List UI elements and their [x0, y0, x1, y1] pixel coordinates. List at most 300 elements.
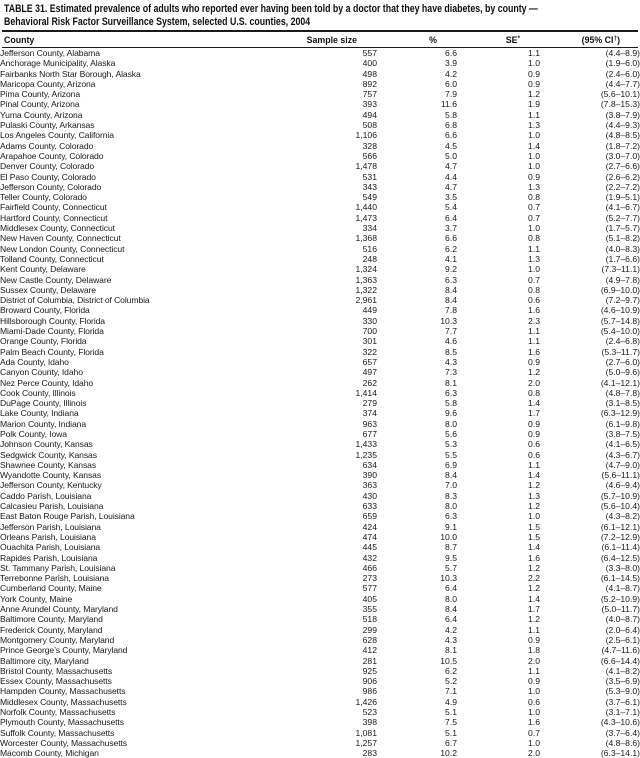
- table-row: [0, 233, 640, 243]
- cell-ci: (1.7–6.6): [605, 253, 640, 264]
- cell-pct: 4.7: [445, 161, 457, 172]
- cell-pct: 7.9: [445, 89, 457, 100]
- cell-ci: (7.2–9.7): [605, 295, 640, 306]
- cell-ci: (6.3–12.9): [600, 408, 640, 419]
- cell-county: Frederick County, Maryland: [0, 624, 103, 635]
- cell-county: Pulaski County, Arkansas: [0, 120, 95, 131]
- cell-ci: (6.1–12.1): [600, 521, 640, 532]
- cell-ci: (2.5–6.1): [605, 634, 640, 645]
- cell-se: 0.8: [528, 233, 540, 244]
- cell-ci: (6.1–14.5): [600, 573, 640, 584]
- cell-county: Sussex County, Delaware: [0, 284, 96, 295]
- cell-se: 0.8: [528, 387, 540, 398]
- cell-se: 1.4: [528, 398, 540, 409]
- table-row: [0, 316, 640, 326]
- cell-pct: 5.5: [445, 449, 457, 460]
- cell-pct: 5.8: [445, 398, 457, 409]
- cell-ci: (6.1–11.4): [601, 542, 640, 553]
- cell-sample: 557: [362, 48, 377, 58]
- cell-se: 1.1: [528, 243, 540, 254]
- ci-dagger-footnote-mark: †: [613, 34, 618, 42]
- cell-county: El Paso County, Colorado: [0, 171, 96, 182]
- cell-county: Hartford County, Connecticut: [0, 212, 108, 223]
- cell-ci: (4.4–7.7): [605, 78, 640, 89]
- cell-pct: 8.5: [445, 346, 457, 357]
- cell-sample: 248: [362, 253, 377, 264]
- cell-sample: 1,440: [355, 202, 377, 213]
- cell-pct: 9.6: [445, 408, 457, 419]
- cell-ci: (5.2–10.9): [600, 593, 640, 604]
- cell-pct: 10.5: [440, 655, 457, 666]
- cell-se: 1.2: [528, 480, 540, 491]
- cell-se: 1.7: [528, 604, 540, 615]
- cell-pct: 6.2: [445, 665, 457, 676]
- cell-pct: 4.7: [445, 181, 457, 192]
- cell-pct: 4.2: [445, 68, 457, 79]
- cell-county: Polk County, Iowa: [0, 428, 67, 439]
- cell-ci: (4.6–10.9): [600, 305, 640, 316]
- cell-county: Cumberland County, Maine: [0, 583, 102, 594]
- cell-ci: (3.0–7.0): [605, 150, 640, 161]
- table-row: [0, 367, 640, 377]
- table-row: [0, 326, 640, 336]
- cell-county: Middlesex County, Massachusetts: [0, 696, 127, 707]
- cell-county: Baltimore County, Maryland: [0, 614, 103, 625]
- cell-sample: 657: [362, 356, 377, 367]
- cell-county: Fairfield County, Connecticut: [0, 202, 107, 213]
- cell-se: 1.3: [528, 253, 540, 264]
- cell-ci: (4.1–6.7): [605, 202, 640, 213]
- cell-ci: (4.3–6.7): [605, 449, 640, 460]
- cell-ci: (1.8–7.2): [605, 140, 640, 151]
- cell-se: 1.1: [528, 665, 540, 676]
- table-row: [0, 151, 640, 161]
- cell-pct: 8.1: [445, 377, 457, 388]
- cell-pct: 8.7: [445, 542, 457, 553]
- cell-se: 0.6: [528, 439, 540, 450]
- cell-se: 1.4: [528, 542, 540, 553]
- cell-pct: 6.6: [445, 130, 457, 141]
- cell-county: Canyon County, Idaho: [0, 367, 83, 378]
- cell-county: Jefferson County, Kentucky: [0, 480, 102, 491]
- cell-pct: 4.4: [445, 171, 457, 182]
- table-row: [0, 182, 640, 192]
- cell-county: Norfolk County, Massachusetts: [0, 707, 116, 717]
- cell-county: St. Tammany Parish, Louisiana: [0, 562, 116, 573]
- cell-county: Suffolk County, Massachusetts: [0, 727, 115, 738]
- cell-sample: 322: [362, 346, 377, 357]
- table-row: [0, 439, 640, 449]
- cell-county: Rapides Parish, Louisiana: [0, 552, 98, 563]
- table-row: [0, 501, 640, 511]
- cell-sample: 432: [362, 552, 377, 563]
- table-row: [0, 378, 640, 388]
- cell-se: 2.0: [528, 655, 540, 666]
- cell-sample: 393: [362, 99, 377, 110]
- cell-se: 1.1: [528, 326, 540, 337]
- table-row: [0, 625, 640, 635]
- table-body: [0, 48, 640, 758]
- table-row: [0, 666, 640, 676]
- cell-pct: 10.3: [440, 315, 457, 326]
- cell-ci: (3.8–7.5): [605, 428, 640, 439]
- cell-pct: 8.4: [445, 284, 457, 295]
- table-row: [0, 511, 640, 521]
- cell-se: 1.1: [528, 459, 540, 470]
- cell-pct: 7.1: [445, 686, 457, 697]
- column-header-percent: %: [429, 34, 437, 45]
- table-row: [0, 707, 640, 717]
- cell-se: 0.6: [528, 449, 540, 460]
- cell-ci: (6.9–10.0): [600, 284, 640, 295]
- cell-se: 1.6: [528, 305, 540, 316]
- cell-se: 1.3: [528, 181, 540, 192]
- cell-ci: (2.0–6.4): [605, 624, 640, 635]
- cell-se: 0.9: [528, 68, 540, 79]
- cell-ci: (4.1–6.5): [605, 439, 640, 450]
- cell-pct: 11.6: [440, 99, 457, 110]
- cell-county: Denver County, Colorado: [0, 161, 95, 172]
- cell-sample: 906: [362, 676, 377, 687]
- cell-sample: 494: [362, 109, 377, 120]
- cell-ci: (5.1–8.2): [605, 233, 640, 244]
- cell-se: 1.9: [528, 99, 540, 110]
- cell-ci: (2.7–6.0): [605, 356, 640, 367]
- cell-county: Bristol County, Massachusetts: [0, 665, 113, 676]
- cell-sample: 283: [362, 748, 377, 758]
- cell-ci: (4.1–8.7): [605, 583, 640, 594]
- cell-sample: 566: [362, 150, 377, 161]
- table-row: [0, 460, 640, 470]
- table-row: [0, 728, 640, 738]
- cell-se: 1.8: [528, 645, 540, 656]
- cell-ci: (6.4–12.5): [600, 552, 640, 563]
- cell-pct: 7.8: [445, 305, 457, 316]
- table-row: [0, 686, 640, 696]
- se-asterisk-footnote-mark: *: [517, 34, 520, 42]
- cell-ci: (2.6–6.2): [605, 171, 640, 182]
- cell-se: 1.0: [528, 150, 540, 161]
- cell-county: Palm Beach County, Florida: [0, 346, 104, 357]
- column-header-ci: (95% CI†): [581, 34, 620, 45]
- cell-se: 1.2: [528, 89, 540, 100]
- cell-sample: 449: [362, 305, 377, 316]
- cell-se: 1.4: [528, 470, 540, 481]
- cell-se: 1.2: [528, 501, 540, 512]
- cell-ci: (7.2–12.9): [600, 531, 640, 542]
- cell-sample: 1,414: [355, 387, 377, 398]
- table-row: [0, 357, 640, 367]
- cell-pct: 6.8: [445, 120, 457, 131]
- table-row: [0, 295, 640, 305]
- table-row: [0, 79, 640, 89]
- cell-se: 0.9: [528, 676, 540, 687]
- cell-se: 2.3: [528, 315, 540, 326]
- cell-sample: 279: [362, 398, 377, 409]
- cell-county: Middlesex County, Connecticut: [0, 223, 115, 234]
- cell-sample: 1,322: [355, 284, 377, 295]
- cell-sample: 430: [362, 490, 377, 501]
- cell-county: East Baton Rouge Parish, Louisiana: [0, 511, 135, 522]
- table-row: [0, 429, 640, 439]
- cell-ci: (5.3–9.0): [605, 686, 640, 697]
- cell-se: 0.9: [528, 78, 540, 89]
- cell-pct: 5.7: [445, 562, 457, 573]
- cell-pct: 6.4: [445, 212, 457, 223]
- cell-ci: (4.1–12.1): [600, 377, 640, 388]
- cell-sample: 343: [362, 181, 377, 192]
- table-row: [0, 89, 640, 99]
- cell-ci: (3.3–8.0): [605, 562, 640, 573]
- cell-pct: 3.5: [445, 192, 457, 203]
- table-header-row: [0, 32, 640, 47]
- cell-pct: 6.0: [445, 78, 457, 89]
- table-row: [0, 614, 640, 624]
- cell-se: 0.9: [528, 171, 540, 182]
- cell-pct: 5.1: [445, 707, 457, 717]
- cell-county: Orange County, Florida: [0, 336, 87, 347]
- cell-county: New Haven County, Connecticut: [0, 233, 121, 244]
- cell-pct: 4.3: [445, 356, 457, 367]
- cell-sample: 355: [362, 604, 377, 615]
- cell-pct: 4.2: [445, 624, 457, 635]
- table-row: [0, 635, 640, 645]
- cell-ci: (5.6–10.4): [600, 501, 640, 512]
- cell-sample: 508: [362, 120, 377, 131]
- cell-pct: 4.1: [445, 253, 457, 264]
- cell-pct: 6.3: [445, 511, 457, 522]
- table-row: [0, 172, 640, 182]
- table-row: [0, 202, 640, 212]
- cell-sample: 328: [362, 140, 377, 151]
- cell-pct: 7.7: [445, 326, 457, 337]
- cell-ci: (3.1–7.1): [605, 707, 640, 717]
- cell-sample: 466: [362, 562, 377, 573]
- cell-sample: 281: [362, 655, 377, 666]
- column-header-se: SE*: [505, 34, 520, 45]
- cell-pct: 7.0: [445, 480, 457, 491]
- cell-se: 0.8: [528, 192, 540, 203]
- table-row: [0, 285, 640, 295]
- cell-se: 1.1: [528, 109, 540, 120]
- cell-sample: 634: [362, 459, 377, 470]
- cell-se: 0.9: [528, 428, 540, 439]
- cell-county: Montgomery County, Maryland: [0, 634, 115, 645]
- cell-sample: 523: [362, 707, 377, 717]
- cell-sample: 273: [362, 573, 377, 584]
- cell-se: 0.8: [528, 284, 540, 295]
- cell-county: Baltimore city, Maryland: [0, 655, 89, 666]
- cell-pct: 8.3: [445, 490, 457, 501]
- cell-ci: (4.8–8.5): [605, 130, 640, 141]
- cell-sample: 986: [362, 686, 377, 697]
- cell-se: 0.7: [528, 727, 540, 738]
- cell-pct: 5.2: [445, 676, 457, 687]
- table-row: [0, 717, 640, 727]
- cell-ci: (5.3–11.7): [601, 346, 640, 357]
- column-header-sample-size: Sample size: [306, 34, 357, 45]
- cell-se: 0.7: [528, 202, 540, 213]
- cell-ci: (5.0–9.6): [605, 367, 640, 378]
- cell-se: 1.0: [528, 707, 540, 717]
- cell-pct: 4.3: [445, 634, 457, 645]
- cell-county: Cook County, Illinois: [0, 387, 76, 398]
- cell-se: 1.3: [528, 120, 540, 131]
- table-row: [0, 130, 640, 140]
- cell-ci: (1.9–6.0): [605, 58, 640, 69]
- cell-sample: 677: [362, 428, 377, 439]
- cell-county: New Castle County, Delaware: [0, 274, 112, 285]
- table-row: [0, 553, 640, 563]
- cell-ci: (4.6–9.4): [605, 480, 640, 491]
- table-title-line2: Behavioral Risk Factor Surveillance System, selected U.S. counties, 2004: [4, 15, 311, 28]
- cell-county: Pima County, Arizona: [0, 89, 80, 100]
- table-row: [0, 398, 640, 408]
- cell-se: 0.7: [528, 274, 540, 285]
- cell-ci: (4.3–8.2): [605, 511, 640, 522]
- table-row: [0, 522, 640, 532]
- cell-county: DuPage County, Illinois: [0, 398, 87, 409]
- cell-se: 1.6: [528, 346, 540, 357]
- cell-pct: 8.0: [445, 501, 457, 512]
- cell-sample: 334: [362, 223, 377, 234]
- table-row: [0, 48, 640, 58]
- cell-pct: 6.4: [445, 583, 457, 594]
- table-row: [0, 120, 640, 130]
- cell-pct: 4.9: [445, 696, 457, 707]
- cell-county: Ouachita Parish, Louisiana: [0, 542, 101, 553]
- table-row: [0, 110, 640, 120]
- table-row: [0, 419, 640, 429]
- cell-county: Arapahoe County, Colorado: [0, 150, 104, 161]
- cell-sample: 1,368: [355, 233, 377, 244]
- cell-sample: 577: [362, 583, 377, 594]
- cell-county: Essex County, Massachusetts: [0, 676, 112, 687]
- cell-ci: (5.4–10.0): [600, 326, 640, 337]
- cell-sample: 549: [362, 192, 377, 203]
- cell-se: 2.0: [528, 377, 540, 388]
- cell-ci: (2.4–6.8): [605, 336, 640, 347]
- cell-ci: (4.3–10.6): [600, 717, 640, 728]
- cell-county: Nez Perce County, Idaho: [0, 377, 94, 388]
- cell-county: Caddo Parish, Louisiana: [0, 490, 92, 501]
- column-header-county: County: [4, 34, 35, 45]
- cell-sample: 412: [362, 645, 377, 656]
- table-row: [0, 656, 640, 666]
- cell-county: Los Angeles County, California: [0, 130, 114, 141]
- cell-pct: 6.7: [445, 737, 457, 748]
- cell-ci: (7.3–11.1): [601, 264, 640, 275]
- table-row: [0, 161, 640, 171]
- table-row: [0, 264, 640, 274]
- cell-county: Worcester County, Massachusetts: [0, 737, 127, 748]
- table-row: [0, 583, 640, 593]
- cell-county: Jefferson County, Colorado: [0, 181, 102, 192]
- cell-ci: (4.1–8.2): [605, 665, 640, 676]
- cell-se: 1.6: [528, 552, 540, 563]
- cell-sample: 1,081: [355, 727, 377, 738]
- cell-se: 1.0: [528, 264, 540, 275]
- cell-pct: 7.3: [445, 367, 457, 378]
- cell-pct: 5.4: [445, 202, 457, 213]
- cell-county: Marion County, Indiana: [0, 418, 87, 429]
- cell-pct: 9.5: [445, 552, 457, 563]
- cell-ci: (5.2–7.7): [605, 212, 640, 223]
- table-row: [0, 305, 640, 315]
- table-row: [0, 573, 640, 583]
- cell-sample: 531: [362, 171, 377, 182]
- cell-se: 1.0: [528, 161, 540, 172]
- table-row: [0, 480, 640, 490]
- cell-sample: 1,106: [355, 130, 377, 141]
- cell-county: Shawnee County, Kansas: [0, 459, 97, 470]
- cell-se: 0.7: [528, 212, 540, 223]
- cell-pct: 6.3: [445, 274, 457, 285]
- cell-pct: 10.2: [440, 748, 457, 758]
- cell-pct: 8.4: [445, 604, 457, 615]
- cell-county: Tolland County, Connecticut: [0, 253, 104, 264]
- cell-county: York County, Maine: [0, 593, 73, 604]
- cell-pct: 4.5: [445, 140, 457, 151]
- cell-se: 0.6: [528, 295, 540, 306]
- cell-county: Lake County, Indiana: [0, 408, 79, 419]
- cell-sample: 299: [362, 624, 377, 635]
- cell-county: Fairbanks North Star Borough, Alaska: [0, 68, 141, 79]
- cell-se: 1.5: [528, 521, 540, 532]
- cell-se: 1.1: [528, 624, 540, 635]
- cell-county: District of Columbia, District of Columbia: [0, 295, 150, 306]
- cell-ci: (5.0–11.7): [601, 604, 640, 615]
- cell-pct: 8.0: [445, 418, 457, 429]
- table-row: [0, 388, 640, 398]
- table-row: [0, 408, 640, 418]
- table-row: [0, 594, 640, 604]
- cell-pct: 9.1: [445, 521, 457, 532]
- table-row: [0, 244, 640, 254]
- table-row: [0, 748, 640, 758]
- cell-se: 1.6: [528, 717, 540, 728]
- cell-pct: 6.9: [445, 459, 457, 470]
- cell-county: Orleans Parish, Louisiana: [0, 531, 96, 542]
- cell-sample: 1,426: [355, 696, 377, 707]
- cell-county: New London County, Connecticut: [0, 243, 125, 254]
- cell-se: 1.3: [528, 490, 540, 501]
- cell-se: 2.0: [528, 748, 540, 758]
- cell-ci: (4.7–11.6): [601, 645, 640, 656]
- cell-sample: 659: [362, 511, 377, 522]
- cell-sample: 445: [362, 542, 377, 553]
- cell-ci: (3.7–6.4): [605, 727, 640, 738]
- cell-county: Wyandotte County, Kansas: [0, 470, 102, 481]
- cell-sample: 400: [362, 58, 377, 69]
- cell-sample: 424: [362, 521, 377, 532]
- cell-sample: 390: [362, 470, 377, 481]
- cell-sample: 1,363: [355, 274, 377, 285]
- table-row: [0, 604, 640, 614]
- cell-se: 1.0: [528, 223, 540, 234]
- cell-ci: (4.4–8.9): [605, 48, 640, 58]
- cell-ci: (1.7–5.7): [605, 223, 640, 234]
- cell-se: 1.0: [528, 511, 540, 522]
- table-row: [0, 254, 640, 264]
- cell-se: 1.2: [528, 614, 540, 625]
- cell-pct: 5.6: [445, 428, 457, 439]
- cell-se: 1.0: [528, 130, 540, 141]
- cell-se: 0.9: [528, 418, 540, 429]
- cell-sample: 1,473: [355, 212, 377, 223]
- cell-ci: (4.9–7.8): [605, 274, 640, 285]
- cell-sample: 374: [362, 408, 377, 419]
